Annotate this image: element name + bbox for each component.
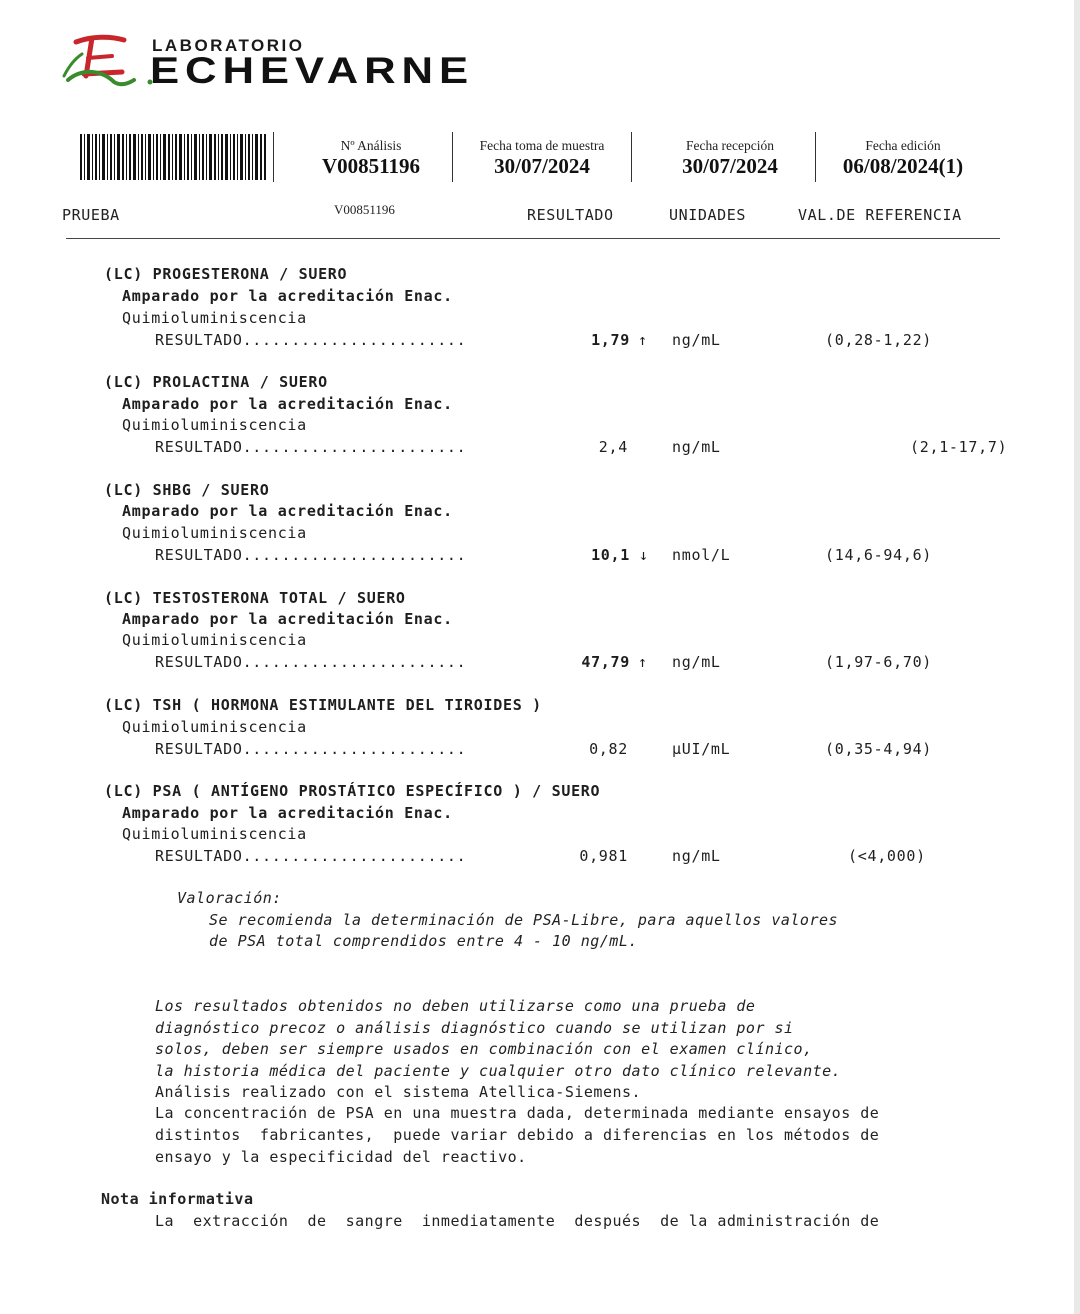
test-title: (LC) PROGESTERONA / SUERO — [104, 265, 348, 283]
result-unit: ng/mL — [672, 331, 721, 349]
nota-text: La extracción de sangre inmediatamente después de la administración de — [155, 1212, 880, 1230]
test-method: Quimioluminiscencia — [122, 825, 307, 843]
nota-title: Nota informativa — [101, 1190, 254, 1208]
recepcion-value: 30/07/2024 — [682, 154, 778, 178]
header-separator — [273, 132, 274, 182]
test-method: Quimioluminiscencia — [122, 309, 307, 327]
result-label: RESULTADO....................... — [155, 847, 467, 865]
test-method: Quimioluminiscencia — [122, 524, 307, 542]
result-value: 47,79 — [581, 653, 630, 671]
result-label: RESULTADO....................... — [155, 331, 467, 349]
result-unit: nmol/L — [672, 546, 731, 564]
test-title: (LC) SHBG / SUERO — [104, 481, 270, 499]
barcode-icon — [80, 134, 266, 180]
disclaimer-line: diagnóstico precoz o análisis diagnóstico cuando se utilizan por si — [155, 1019, 794, 1037]
header-separator — [815, 132, 816, 182]
header-rule — [66, 238, 1000, 239]
result-value: 0,82 — [589, 740, 628, 758]
valoracion-line: de PSA total comprendidos entre 4 - 10 ng/mL. — [209, 932, 638, 950]
test-title: (LC) PROLACTINA / SUERO — [104, 373, 328, 391]
test-title: (LC) PSA ( ANTÍGENO PROSTÁTICO ESPECÍFICO ) / SUERO — [104, 782, 601, 800]
header-separator — [452, 132, 453, 182]
test-accreditation: Amparado por la acreditación Enac. — [122, 610, 453, 628]
analysis-number-small: V00851196 — [334, 202, 395, 217]
result-unit: ng/mL — [672, 847, 721, 865]
column-resultado: RESULTADO — [527, 206, 614, 224]
logo-name-text: ECHEVARNE — [150, 50, 475, 91]
test-method: Quimioluminiscencia — [122, 416, 307, 434]
result-label: RESULTADO....................... — [155, 653, 467, 671]
logo-lab-text: LABORATORIO — [152, 36, 305, 55]
result-label: RESULTADO....................... — [155, 740, 467, 758]
disclaimer-line: ensayo y la especificidad del reactivo. — [155, 1148, 527, 1166]
test-accreditation: Amparado por la acreditación Enac. — [122, 287, 453, 305]
result-unit: ng/mL — [672, 653, 721, 671]
valoracion-title: Valoración: — [177, 889, 282, 907]
header-analisis — [296, 138, 446, 178]
analisis-label: Nº Análisis — [340, 138, 402, 153]
edicion-value: 06/08/2024(1) — [842, 154, 964, 178]
page-edge — [1074, 0, 1080, 1314]
result-reference: (0,35-4,94) — [825, 740, 933, 758]
disclaimer-line: Los resultados obtenidos no deben utilizarse como una prueba de — [155, 997, 756, 1015]
toma-label: Fecha toma de muestra — [479, 138, 605, 153]
disclaimer-line: Análisis realizado con el sistema Atellica-Siemens. — [155, 1083, 642, 1101]
test-accreditation: Amparado por la acreditación Enac. — [122, 502, 453, 520]
column-unidades: UNIDADES — [669, 206, 747, 224]
test-method: Quimioluminiscencia — [122, 718, 307, 736]
toma-value: 30/07/2024 — [494, 154, 590, 178]
recepcion-label: Fecha recepción — [685, 138, 775, 153]
flag-up-icon: ↑ — [638, 653, 648, 671]
test-method: Quimioluminiscencia — [122, 631, 307, 649]
result-label: RESULTADO....................... — [155, 546, 467, 564]
disclaimer-line: la historia médica del paciente y cualquier otro dato clínico relevante. — [155, 1062, 842, 1080]
column-prueba: PRUEBA — [62, 206, 120, 224]
result-value: 2,4 — [598, 438, 628, 456]
disclaimer-line: distintos fabricantes, puede variar debido a diferencias en los métodos de — [155, 1126, 880, 1144]
column-referencia: VAL.DE REFERENCIA — [798, 206, 962, 224]
test-title: (LC) TSH ( HORMONA ESTIMULANTE DEL TIROIDES ) — [104, 696, 542, 714]
result-unit: µUI/mL — [672, 740, 731, 758]
result-value: 0,981 — [579, 847, 628, 865]
result-unit: ng/mL — [672, 438, 721, 456]
result-reference: (14,6-94,6) — [825, 546, 933, 564]
valoracion-line: Se recomienda la determinación de PSA-Libre, para aquellos valores — [209, 911, 839, 929]
result-label: RESULTADO....................... — [155, 438, 467, 456]
flag-up-icon: ↑ — [638, 331, 648, 349]
test-title: (LC) TESTOSTERONA TOTAL / SUERO — [104, 589, 406, 607]
result-reference: (2,1-17,7) — [910, 438, 1008, 456]
header-edicion — [826, 138, 980, 178]
test-accreditation: Amparado por la acreditación Enac. — [122, 395, 453, 413]
disclaimer-line: solos, deben ser siempre usados en combinación con el examen clínico, — [155, 1040, 813, 1058]
result-reference: (0,28-1,22) — [825, 331, 933, 349]
header-toma — [460, 138, 624, 178]
disclaimer-line: La concentración de PSA en una muestra dada, determinada mediante ensayos de — [155, 1104, 880, 1122]
header-separator — [631, 132, 632, 182]
result-reference: (1,97-6,70) — [825, 653, 933, 671]
flag-down-icon: ↓ — [639, 546, 649, 564]
test-accreditation: Amparado por la acreditación Enac. — [122, 804, 453, 822]
result-reference: (<4,000) — [848, 847, 926, 865]
result-value: 1,79 — [591, 331, 630, 349]
analisis-value: V00851196 — [321, 154, 420, 178]
header-recepcion — [650, 138, 810, 178]
edicion-label: Fecha edición — [865, 138, 941, 153]
result-value: 10,1 — [591, 546, 630, 564]
